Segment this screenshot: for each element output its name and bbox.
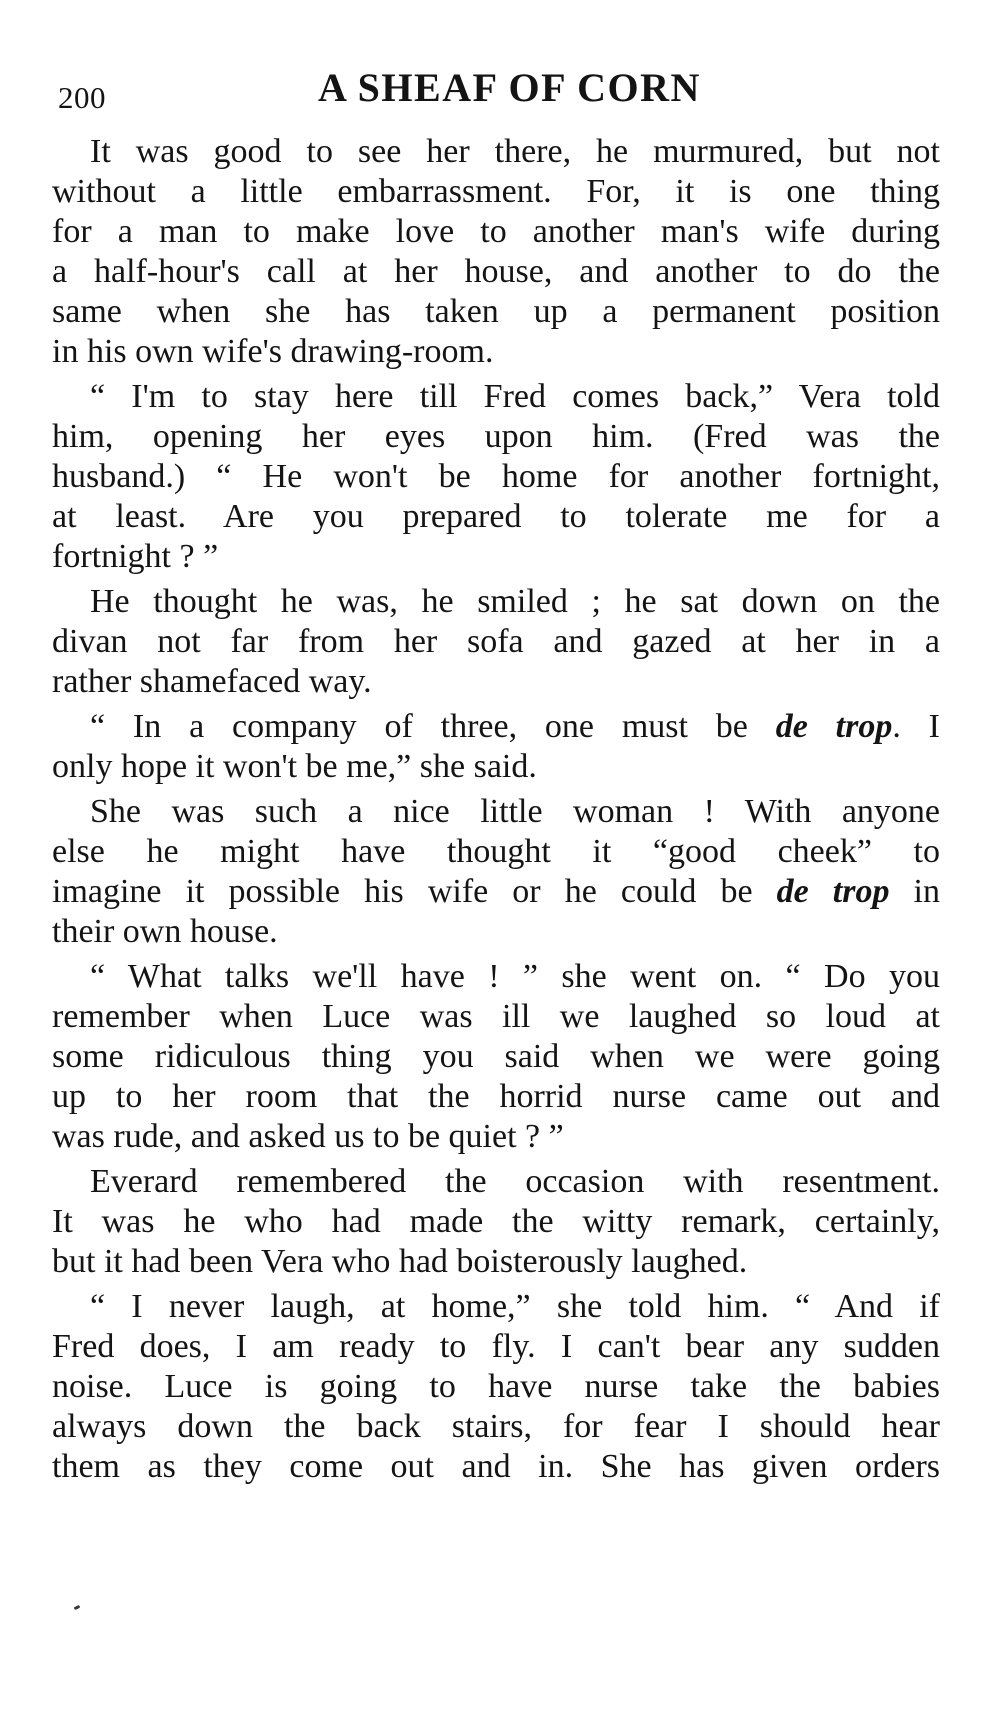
text-line: imagine it possible his wife or he could be de trop in xyxy=(52,873,940,910)
text-line: “ In a company of three, one must be de trop. I xyxy=(90,708,940,745)
text-line: at least. Are you prepared to tolerate me for a xyxy=(52,498,940,535)
text-line: It was good to see her there, he murmured, but not xyxy=(90,133,940,170)
paragraph xyxy=(52,132,940,372)
text-line: but it had been Vera who had boisterously laughed. xyxy=(52,1243,748,1280)
page-number: 200 xyxy=(58,80,106,115)
ink-speck xyxy=(74,1605,81,1610)
text-line: Everard remembered the occasion with resentment. xyxy=(90,1163,940,1200)
text-line: husband.) “ He won't be home for another fortnight, xyxy=(52,458,940,495)
text-line: “ What talks we'll have ! ” she went on. “ Do you xyxy=(90,958,940,995)
text-line: was rude, and asked us to be quiet ? ” xyxy=(52,1118,564,1155)
text-line: “ I'm to stay here till Fred comes back,” Vera told xyxy=(90,378,940,415)
text-line: for a man to make love to another man's wife during xyxy=(52,213,940,250)
text-line: their own house. xyxy=(52,913,278,950)
text-line: rather shamefaced way. xyxy=(52,663,372,700)
text-line: him, opening her eyes upon him. (Fred was the xyxy=(52,418,940,455)
page-header xyxy=(58,64,938,120)
paragraph xyxy=(52,792,940,952)
text-line: He thought he was, he smiled ; he sat down on the xyxy=(90,583,940,620)
paragraph xyxy=(52,1287,940,1487)
text-line: “ I never laugh, at home,” she told him. “ And if xyxy=(90,1288,940,1325)
text-line: It was he who had made the witty remark, certainly, xyxy=(52,1203,940,1240)
text-line: only hope it won't be me,” she said. xyxy=(52,748,537,785)
paragraph xyxy=(52,707,940,787)
paragraph xyxy=(52,957,940,1157)
text-line: in his own wife's drawing-room. xyxy=(52,333,494,370)
text-line: else he might have thought it “good cheek” to xyxy=(52,833,940,870)
body-text xyxy=(52,132,940,1492)
paragraph xyxy=(52,1162,940,1282)
paragraph xyxy=(52,582,940,702)
text-line: Fred does, I am ready to fly. I can't bear any sudden xyxy=(52,1328,940,1365)
paragraph xyxy=(52,377,940,577)
text-line: some ridiculous thing you said when we were going xyxy=(52,1038,940,1075)
text-line: remember when Luce was ill we laughed so loud at xyxy=(52,998,940,1035)
text-line: same when she has taken up a permanent position xyxy=(52,293,940,330)
text-line: divan not far from her sofa and gazed at her in a xyxy=(52,623,940,660)
text-line: up to her room that the horrid nurse came out and xyxy=(52,1078,940,1115)
italic-phrase: de trop xyxy=(775,708,893,745)
italic-phrase: de trop xyxy=(776,873,890,910)
text-line: always down the back stairs, for fear I should hear xyxy=(52,1408,940,1445)
running-title: A SHEAF OF CORN xyxy=(318,65,701,110)
text-line: them as they come out and in. She has given orders xyxy=(52,1448,940,1485)
text-line: noise. Luce is going to have nurse take the babies xyxy=(52,1368,940,1405)
text-line: without a little embarrassment. For, it is one thing xyxy=(52,173,940,210)
text-line: fortnight ? ” xyxy=(52,538,219,575)
text-line: She was such a nice little woman ! With anyone xyxy=(90,793,940,830)
text-line: a half-hour's call at her house, and another to do the xyxy=(52,253,940,290)
